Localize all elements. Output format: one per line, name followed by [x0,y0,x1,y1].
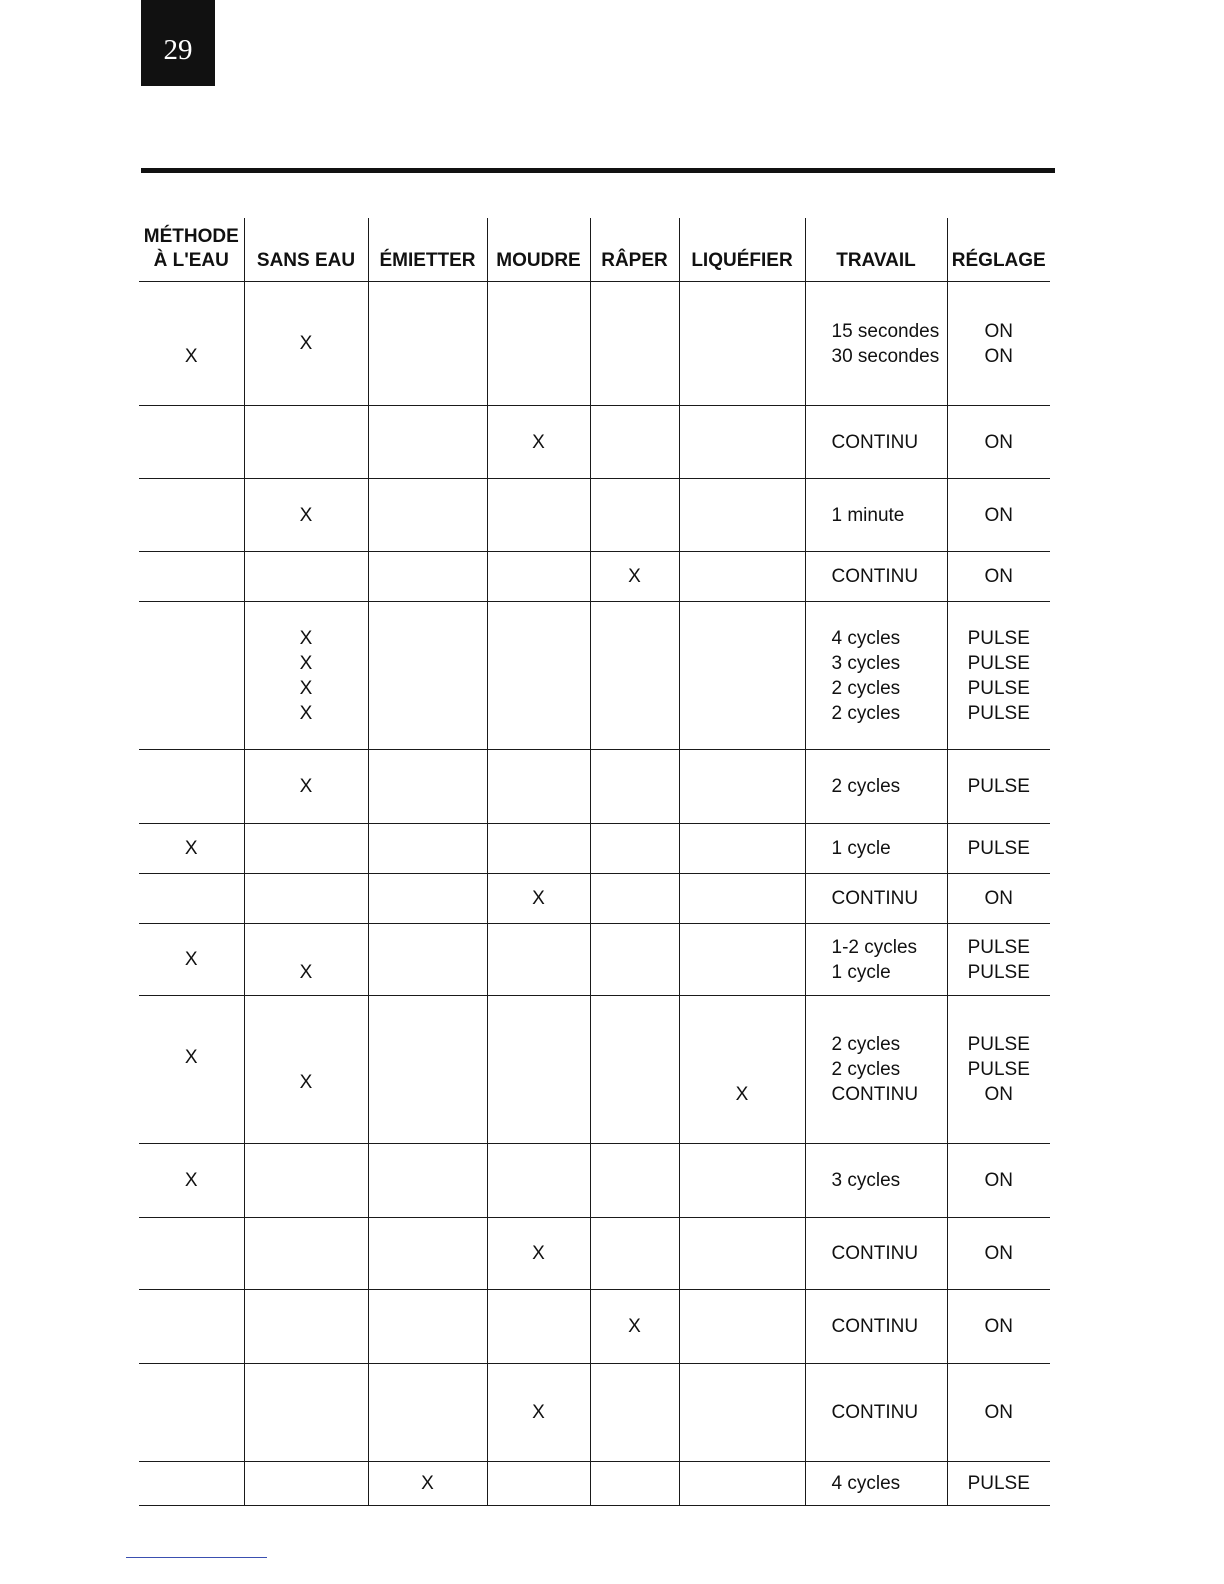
table-row [139,1364,1050,1462]
cell-moudre [487,750,590,824]
cell-travail: 3 cycles [805,1144,947,1218]
cell-moudre: X [487,406,590,479]
cell-travail: CONTINU [805,552,947,602]
cell-reglage: PULSE [947,750,1050,824]
cell-raper [590,824,679,874]
cell-travail: 4 cycles [805,1462,947,1506]
cell-methode-a-leau [139,750,244,824]
cell-methode-a-leau [139,406,244,479]
cell-reglage: PULSE [947,1462,1050,1506]
cell-liquefier [679,924,805,996]
cell-moudre [487,282,590,406]
table-row [139,824,1050,874]
header-raper: RÂPER [590,218,679,282]
cell-methode-a-leau: X [139,282,244,406]
header-liquefier: LIQUÉFIER [679,218,805,282]
header-row [139,218,1050,282]
cell-reglage: ON [947,874,1050,924]
cell-reglage: PULSE [947,824,1050,874]
cell-liquefier [679,406,805,479]
cell-emietter [368,479,487,552]
table-row [139,1218,1050,1290]
cell-sans-eau [244,1290,368,1364]
cell-sans-eau [244,1144,368,1218]
cell-sans-eau [244,1218,368,1290]
cell-liquefier [679,1218,805,1290]
table-row [139,924,1050,996]
cell-methode-a-leau [139,1364,244,1462]
cell-moudre: X [487,1364,590,1462]
cell-emietter [368,750,487,824]
cell-methode-a-leau [139,602,244,750]
cell-moudre [487,824,590,874]
cell-moudre [487,996,590,1144]
cell-emietter [368,824,487,874]
header-sans-eau: SANS EAU [244,218,368,282]
cell-emietter [368,1144,487,1218]
cell-sans-eau: X [244,282,368,406]
cell-travail: 1-2 cycles 1 cycle [805,924,947,996]
cell-methode-a-leau: X [139,824,244,874]
cell-liquefier [679,824,805,874]
cell-emietter [368,282,487,406]
page-number: 29 [141,0,215,86]
cell-moudre: X [487,1218,590,1290]
cell-travail: CONTINU [805,406,947,479]
cell-methode-a-leau [139,1462,244,1506]
cell-raper [590,874,679,924]
header-moudre: MOUDRE [487,218,590,282]
cell-reglage: PULSE PULSE [947,924,1050,996]
cell-raper [590,750,679,824]
cell-raper: X [590,552,679,602]
cell-moudre [487,1144,590,1218]
cell-raper [590,1462,679,1506]
table-row [139,1462,1050,1506]
table-row [139,996,1050,1144]
cell-liquefier [679,750,805,824]
cell-methode-a-leau: X [139,1144,244,1218]
cell-sans-eau [244,1364,368,1462]
cell-travail: 2 cycles 2 cycles CONTINU [805,996,947,1144]
cell-emietter [368,406,487,479]
cell-sans-eau: X [244,924,368,996]
cell-liquefier [679,602,805,750]
cell-sans-eau: X [244,479,368,552]
cell-moudre [487,479,590,552]
cell-sans-eau: X [244,750,368,824]
cell-travail: CONTINU [805,1290,947,1364]
cell-methode-a-leau: X [139,996,244,1144]
cell-liquefier [679,1462,805,1506]
cell-reglage: ON [947,406,1050,479]
table-row [139,282,1050,406]
cell-raper [590,924,679,996]
cell-travail: 4 cycles 3 cycles 2 cycles 2 cycles [805,602,947,750]
cell-emietter [368,1364,487,1462]
cell-emietter [368,552,487,602]
table-row [139,1290,1050,1364]
header-travail: TRAVAIL [805,218,947,282]
table-row [139,874,1050,924]
cell-raper [590,406,679,479]
cell-methode-a-leau [139,552,244,602]
cell-raper [590,602,679,750]
cell-emietter: X [368,1462,487,1506]
cell-sans-eau: X X X X [244,602,368,750]
cell-sans-eau [244,406,368,479]
header-rule [141,168,1055,173]
cell-methode-a-leau [139,1290,244,1364]
table-row [139,1144,1050,1218]
cell-methode-a-leau [139,479,244,552]
cell-reglage: ON ON [947,282,1050,406]
cell-raper [590,282,679,406]
cell-travail: CONTINU [805,874,947,924]
cell-travail: 1 cycle [805,824,947,874]
cell-sans-eau [244,874,368,924]
cell-methode-a-leau [139,874,244,924]
header-methode-a-leau: MÉTHODE À L'EAU [139,218,244,282]
cell-raper: X [590,1290,679,1364]
cell-reglage: ON [947,1290,1050,1364]
cell-moudre [487,924,590,996]
cell-moudre: X [487,874,590,924]
cell-liquefier [679,874,805,924]
cell-reglage: ON [947,1144,1050,1218]
cell-reglage: PULSE PULSE PULSE PULSE [947,602,1050,750]
header-emietter: ÉMIETTER [368,218,487,282]
cell-liquefier [679,1364,805,1462]
table-body [139,282,1050,1506]
cell-emietter [368,1290,487,1364]
cell-methode-a-leau [139,1218,244,1290]
header-reglage: RÉGLAGE [947,218,1050,282]
cell-reglage: ON [947,479,1050,552]
cell-moudre [487,552,590,602]
table-row [139,552,1050,602]
cell-travail: 2 cycles [805,750,947,824]
cell-sans-eau [244,824,368,874]
cell-emietter [368,874,487,924]
cell-raper [590,479,679,552]
cell-sans-eau: X [244,996,368,1144]
cell-moudre [487,1462,590,1506]
cell-reglage: ON [947,1218,1050,1290]
cell-emietter [368,996,487,1144]
cell-liquefier: X [679,996,805,1144]
cell-travail: 15 secondes 30 secondes [805,282,947,406]
cell-travail: CONTINU [805,1364,947,1462]
cell-reglage: ON [947,1364,1050,1462]
cell-liquefier [679,282,805,406]
cell-raper [590,1364,679,1462]
cell-moudre [487,1290,590,1364]
cell-reglage: PULSE PULSE ON [947,996,1050,1144]
cell-sans-eau [244,1462,368,1506]
cell-sans-eau [244,552,368,602]
table-row [139,602,1050,750]
cell-liquefier [679,552,805,602]
cell-travail: CONTINU [805,1218,947,1290]
cell-raper [590,1144,679,1218]
cell-liquefier [679,479,805,552]
cell-emietter [368,1218,487,1290]
cell-liquefier [679,1290,805,1364]
footer-rule [126,1557,267,1558]
cell-raper [590,996,679,1144]
cell-emietter [368,924,487,996]
table-row [139,479,1050,552]
settings-table [139,218,1050,1506]
table-row [139,406,1050,479]
cell-raper [590,1218,679,1290]
cell-travail: 1 minute [805,479,947,552]
cell-liquefier [679,1144,805,1218]
cell-emietter [368,602,487,750]
cell-moudre [487,602,590,750]
cell-methode-a-leau: X [139,924,244,996]
table-row [139,750,1050,824]
cell-reglage: ON [947,552,1050,602]
